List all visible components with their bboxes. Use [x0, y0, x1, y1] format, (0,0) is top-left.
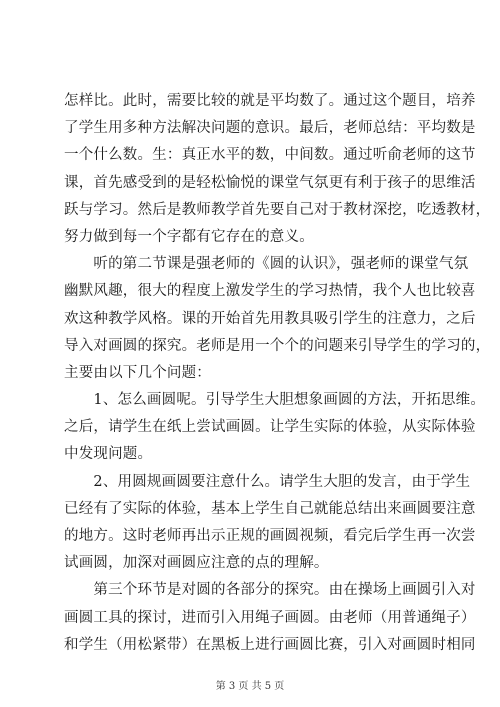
text-line: 的地方。这时老师再出示正规的画圆视频，看完后学生再一次尝	[64, 528, 476, 544]
text-line: 欢这种教学风格。课的开始首先用教具吸引学生的注意力，之后	[64, 310, 476, 327]
text-line: 幽默风趣，很大的程度上激发学生的学习热情，我个人也比较喜	[64, 283, 476, 300]
text-line: 课，首先感受到的是轻松愉悦的课堂气氛更有利于孩子的思维活	[64, 174, 476, 191]
text-line: 了学生用多种方法解决问题的意识。最后，老师总结：平均数是	[64, 120, 476, 137]
text-line: 跃与学习。然后是教师教学首先要自己对于教材深挖，吃透教材，	[64, 201, 491, 218]
text-line: 和学生（用松紧带）在黑板上进行画圆比赛，引入对画圆时相同	[64, 636, 476, 653]
text-line: 1、怎么画圆呢。引导学生大胆想象画圆的方法，开拓思维。	[64, 392, 486, 409]
text-line: 中发现问题。	[64, 446, 153, 463]
text-line: 努力做到每一个字都有它存在的意义。	[64, 228, 314, 245]
text-line: 试画圆，加深对画圆应注意的点的理解。	[64, 555, 329, 572]
text-line: 主要由以下几个问题：	[64, 364, 211, 381]
body-text	[64, 88, 491, 659]
text-line: 怎样比。此时，需要比较的就是平均数了。通过这个题目，培养	[64, 93, 476, 109]
text-line: 听的第二节课是强老师的《圆的认识》，强老师的课堂气氛	[64, 256, 469, 273]
text-line: 已经有了实际的体验，基本上学生自己就能总结出来画圆要注意	[64, 500, 476, 517]
text-line: 导入对画圆的探究。老师是用一个个的问题来引导学生的学习的，	[64, 337, 491, 354]
text-line: 一个什么数。生：真正水平的数，中间数。通过听俞老师的这节	[64, 147, 476, 164]
text-line: 2、用圆规画圆要注意什么。请学生大胆的发言，由于学生	[64, 473, 471, 490]
text-line: 画圆工具的探讨，进而引入用绳子画圆。由老师（用普通绳子）	[64, 609, 476, 626]
text-line: 之后，请学生在纸上尝试画圆。让学生实际的体验，从实际体验	[64, 419, 476, 436]
text-line: 第三个环节是对圆的各部分的探究。由在操场上画圆引入对	[64, 582, 476, 599]
page-footer: 第 3 页 共 5 页	[215, 681, 285, 692]
